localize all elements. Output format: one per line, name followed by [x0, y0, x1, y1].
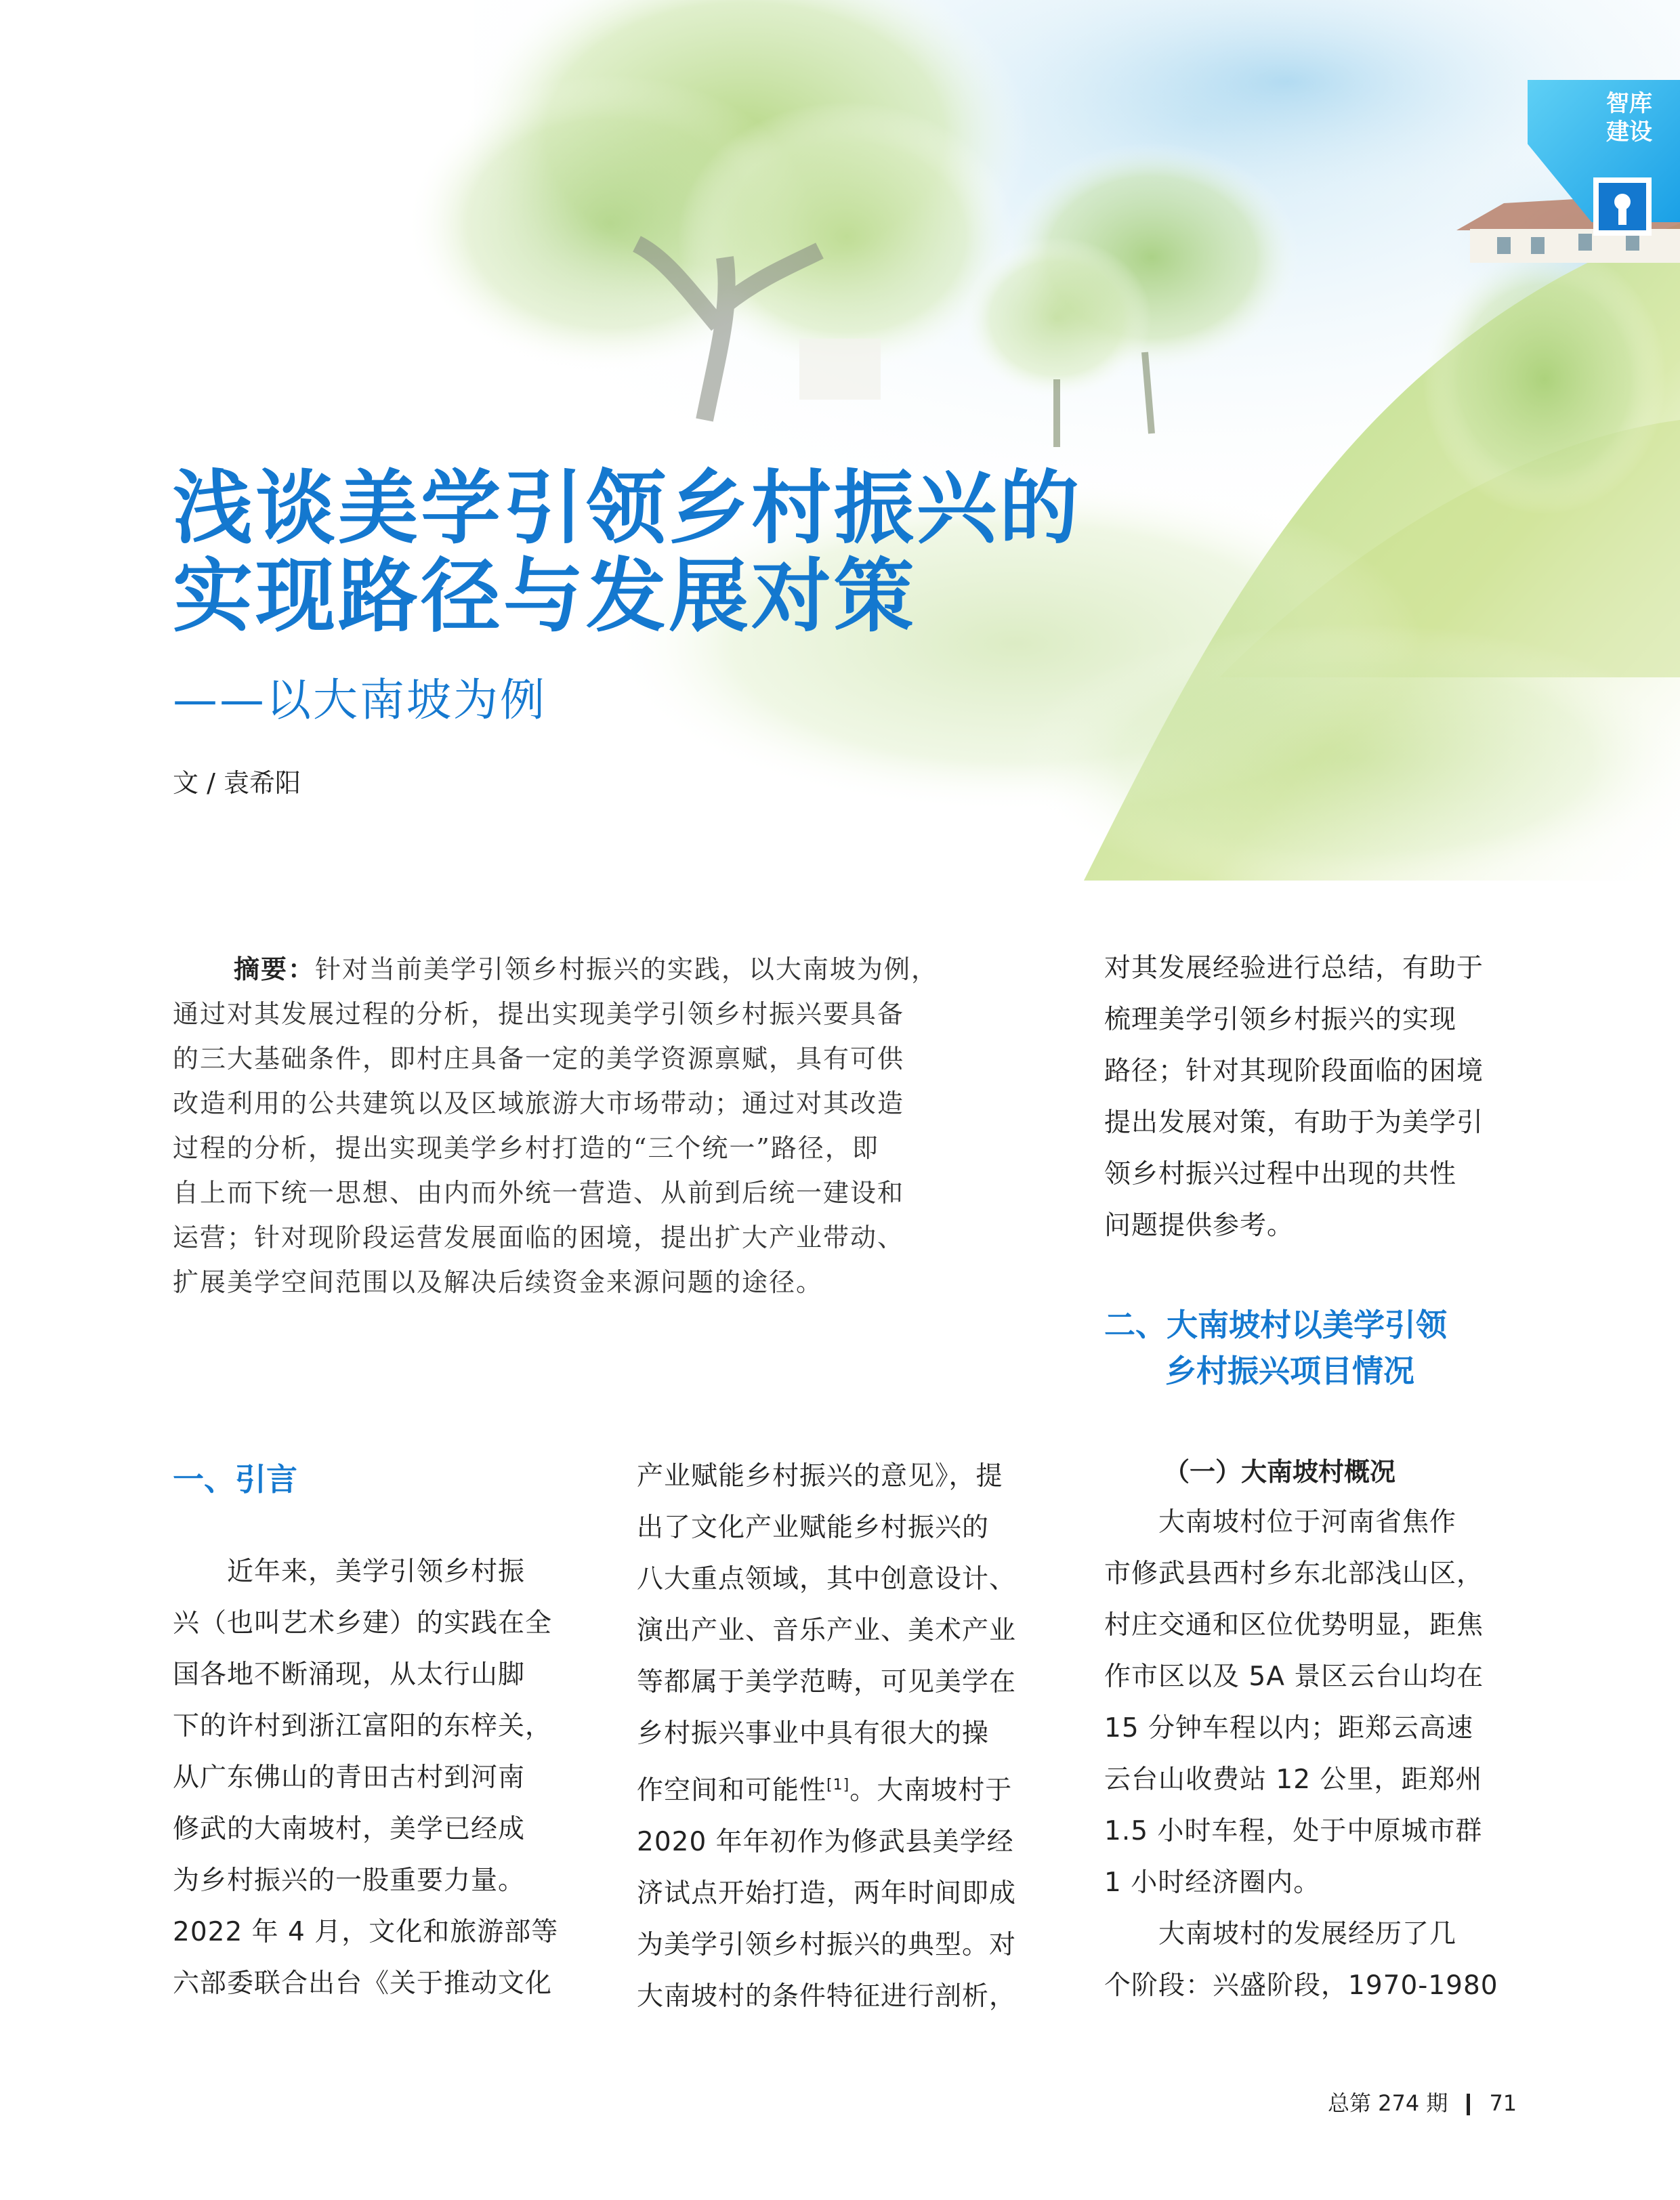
section-tab-label-line1: 智库 — [1606, 90, 1652, 117]
section-2-heading-line1: 二、大南坡村以美学引领 — [1104, 1307, 1447, 1343]
abstract-line: 扩展美学空间范围以及解决后续资金来源问题的途径。 — [173, 1267, 824, 1297]
watercolor-landscape-illustration — [0, 0, 1680, 881]
page-title-line2: 实现路径与发展对策 — [173, 549, 917, 643]
section-tab-label — [1585, 89, 1673, 146]
body-line: 梳理美学引领乡村振兴的实现 — [1104, 1004, 1457, 1035]
abstract-line-text: 针对当前美学引领乡村振兴的实践，以大南坡为例， — [315, 954, 939, 984]
body-text: 作空间和可能性 — [637, 1775, 827, 1806]
body-line: 村庄交通和区位优势明显，距焦 — [1104, 1610, 1484, 1641]
body-line: 路径；针对其现阶段面临的困境 — [1104, 1056, 1484, 1086]
abstract-line: 改造利用的公共建筑以及区域旅游大市场带动；通过对其改造 — [173, 1088, 905, 1118]
body-line: 大南坡村位于河南省焦作 — [1158, 1507, 1457, 1538]
body-line: 2020 年年初作为修武县美学经 — [637, 1827, 1014, 1857]
page-footer — [1328, 2086, 1517, 2117]
author-byline: 文 / 袁希阳 — [173, 768, 301, 798]
body-line: 济试点开始打造，两年时间即成 — [637, 1878, 1017, 1909]
footer-divider — [1467, 2094, 1470, 2115]
body-text: 。大南坡村于 — [849, 1775, 1013, 1806]
body-line: 对其发展经验进行总结，有助于 — [1104, 953, 1484, 983]
body-line: 近年来，美学引领乡村振 — [227, 1557, 526, 1587]
page-number: 71 — [1489, 2090, 1517, 2116]
body-line: 产业赋能乡村振兴的意见》，提 — [637, 1461, 1003, 1492]
body-line: 领乡村振兴过程中出现的共性 — [1104, 1159, 1457, 1189]
body-line: 提出发展对策，有助于为美学引 — [1104, 1107, 1484, 1138]
page-subtitle: ——以大南坡为例 — [173, 674, 547, 726]
body-line: 问题提供参考。 — [1104, 1210, 1295, 1241]
body-line: 乡村振兴事业中具有很大的操 — [637, 1718, 990, 1749]
abstract-line: 自上而下统一思想、由内而外统一营造、从前到后统一建设和 — [173, 1178, 905, 1208]
page-title-line1: 浅谈美学引领乡村振兴的 — [173, 461, 1083, 555]
abstract-block — [173, 947, 1050, 1305]
section-2-heading-line2: 乡村振兴项目情况 — [1165, 1353, 1414, 1389]
abstract-line — [173, 947, 1050, 992]
body-line: 出了文化产业赋能乡村振兴的 — [637, 1512, 990, 1543]
abstract-line: 运营；针对现阶段运营发展面临的困境，提出扩大产业带动、 — [173, 1223, 905, 1252]
issue-number: 总第 274 期 — [1328, 2090, 1448, 2116]
body-line: 云台山收费站 12 公里，距郑州 — [1104, 1764, 1483, 1795]
body-line: 个阶段：兴盛阶段，1970-1980 — [1104, 1970, 1498, 2001]
body-line: 从广东佛山的青田古村到河南 — [173, 1762, 526, 1793]
body-line: 1 小时经济圈内。 — [1104, 1867, 1321, 1898]
middle-column-body — [637, 1451, 1057, 2023]
body-line: 1.5 小时车程，处于中原城市群 — [1104, 1816, 1483, 1846]
abstract-line: 的三大基础条件，即村庄具备一定的美学资源禀赋，具有可供 — [173, 1044, 905, 1074]
right-column-top — [1104, 943, 1524, 1252]
body-line: 演出产业、音乐产业、美术产业 — [637, 1615, 1017, 1646]
body-line: 下的许村到浙江富阳的东梓关， — [173, 1711, 553, 1741]
body-line: 大南坡村的发展经历了几 — [1158, 1919, 1457, 1949]
body-line: 兴（也叫艺术乡建）的实践在全 — [173, 1608, 553, 1638]
section-tab-label-line2: 建设 — [1606, 119, 1652, 146]
body-line: 等都属于美学范畴，可见美学在 — [637, 1667, 1017, 1697]
body-line: 为乡村振兴的一股重要力量。 — [173, 1865, 526, 1896]
section-2-subheading: （一）大南坡村概况 — [1164, 1457, 1396, 1487]
body-line: 15 分钟车程以内；距郑云高速 — [1104, 1713, 1474, 1743]
body-line — [637, 1760, 1057, 1817]
abstract-keyword: 摘要： — [234, 954, 316, 984]
body-line: 2022 年 4 月，文化和旅游部等 — [173, 1917, 559, 1947]
left-column-body — [173, 1546, 593, 2010]
body-line: 六部委联合出台《关于推动文化 — [173, 1968, 553, 1999]
abstract-line: 过程的分析，提出实现美学乡村打造的“三个统一”路径，即 — [173, 1133, 879, 1163]
body-line: 八大重点领域，其中创意设计、 — [637, 1564, 1017, 1594]
section-1-heading: 一、引言 — [173, 1461, 297, 1498]
abstract-line: 通过对其发展过程的分析，提出实现美学引领乡村振兴要具备 — [173, 999, 905, 1029]
citation-ref[interactable]: [1] — [826, 1777, 850, 1794]
right-column-body — [1104, 1497, 1524, 2012]
body-line: 市修武县西村乡东北部浅山区， — [1104, 1559, 1484, 1589]
body-line: 作市区以及 5A 景区云台山均在 — [1104, 1662, 1484, 1692]
body-line: 国各地不断涌现，从太行山脚 — [173, 1659, 526, 1690]
body-line: 修武的大南坡村，美学已经成 — [173, 1814, 526, 1844]
body-line: 为美学引领乡村振兴的典型。对 — [637, 1930, 1017, 1960]
body-line: 大南坡村的条件特征进行剖析， — [637, 1981, 1017, 2012]
keyhole-icon — [1592, 176, 1653, 237]
